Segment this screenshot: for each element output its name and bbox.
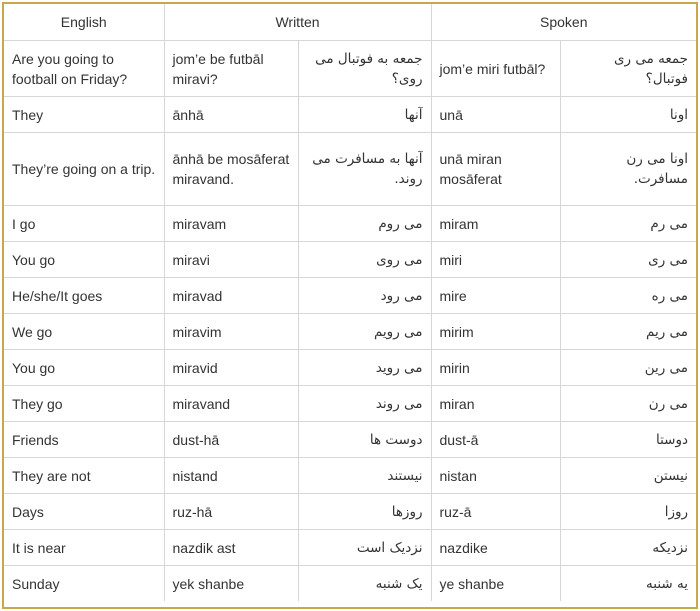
cell-written-persian: می روید [298,350,431,386]
cell-written-persian: دوست ها [298,422,431,458]
table-row [4,97,696,133]
table-row [4,530,696,566]
cell-spoken-latin: miram [431,206,560,242]
cell-written-latin: miravad [164,278,298,314]
header-english: English [4,4,164,41]
cell-english: Friends [4,422,164,458]
cell-english: You go [4,350,164,386]
cell-spoken-latin: miri [431,242,560,278]
cell-spoken-persian: اونا [560,97,696,133]
cell-written-latin: dust-hā [164,422,298,458]
cell-written-persian: جمعه به فوتبال می روی؟ [298,41,431,97]
cell-written-latin: miravand [164,386,298,422]
cell-written-latin: nistand [164,458,298,494]
cell-written-persian: آنها به مسافرت می روند. [298,133,431,206]
table-row [4,386,696,422]
table-row [4,242,696,278]
cell-english: I go [4,206,164,242]
vocabulary-table [4,4,696,601]
cell-spoken-persian: می ریم [560,314,696,350]
table-row [4,422,696,458]
table-row [4,350,696,386]
cell-english: It is near [4,530,164,566]
cell-written-latin: ruz-hā [164,494,298,530]
cell-spoken-latin: nistan [431,458,560,494]
cell-written-persian: می رود [298,278,431,314]
cell-written-latin: miravi [164,242,298,278]
table-row [4,458,696,494]
cell-english: You go [4,242,164,278]
cell-spoken-persian: روزا [560,494,696,530]
cell-written-persian: نزدیک است [298,530,431,566]
table-row [4,278,696,314]
table-row [4,314,696,350]
cell-spoken-persian: دوستا [560,422,696,458]
cell-english: They are not [4,458,164,494]
cell-spoken-persian: اونا می رن مسافرت. [560,133,696,206]
table-row [4,41,696,97]
cell-spoken-latin: mirim [431,314,560,350]
cell-written-persian: نیستند [298,458,431,494]
vocabulary-table-frame [2,2,698,609]
cell-written-latin: miravid [164,350,298,386]
cell-written-persian: روزها [298,494,431,530]
table-row [4,494,696,530]
cell-english: He/she/It goes [4,278,164,314]
cell-spoken-persian: جمعه می ری فوتبال؟ [560,41,696,97]
cell-spoken-latin: nazdike [431,530,560,566]
cell-spoken-persian: می رین [560,350,696,386]
cell-spoken-latin: unā miran mosāferat [431,133,560,206]
cell-written-persian: می رویم [298,314,431,350]
table-row [4,133,696,206]
cell-spoken-latin: miran [431,386,560,422]
cell-spoken-persian: می رن [560,386,696,422]
header-written: Written [164,4,431,41]
cell-written-latin: yek shanbe [164,566,298,602]
cell-written-persian: آنها [298,97,431,133]
cell-spoken-persian: نزدیکه [560,530,696,566]
cell-english: Are you going to football on Friday? [4,41,164,97]
cell-written-latin: ānhā [164,97,298,133]
cell-spoken-persian: نیستن [560,458,696,494]
cell-spoken-latin: unā [431,97,560,133]
cell-written-latin: ānhā be mosāferat miravand. [164,133,298,206]
cell-written-latin: miravam [164,206,298,242]
cell-written-latin: nazdik ast [164,530,298,566]
header-spoken: Spoken [431,4,696,41]
cell-written-persian: می روند [298,386,431,422]
cell-written-latin: miravim [164,314,298,350]
cell-english: We go [4,314,164,350]
cell-english: They’re going on a trip. [4,133,164,206]
cell-spoken-latin: ruz-ā [431,494,560,530]
cell-spoken-latin: jom’e miri futbāl? [431,41,560,97]
table-row [4,566,696,602]
cell-spoken-persian: می ره [560,278,696,314]
table-header-row [4,4,696,41]
cell-spoken-persian: می ری [560,242,696,278]
cell-spoken-persian: می رم [560,206,696,242]
cell-english: They go [4,386,164,422]
cell-spoken-latin: dust-ā [431,422,560,458]
cell-written-latin: jom’e be futbāl miravi? [164,41,298,97]
cell-written-persian: می روم [298,206,431,242]
cell-written-persian: می روی [298,242,431,278]
cell-english: They [4,97,164,133]
cell-spoken-latin: mire [431,278,560,314]
cell-english: Days [4,494,164,530]
cell-english: Sunday [4,566,164,602]
table-row [4,206,696,242]
cell-written-persian: یک شنبه [298,566,431,602]
cell-spoken-latin: mirin [431,350,560,386]
cell-spoken-latin: ye shanbe [431,566,560,602]
cell-spoken-persian: یه شنبه [560,566,696,602]
